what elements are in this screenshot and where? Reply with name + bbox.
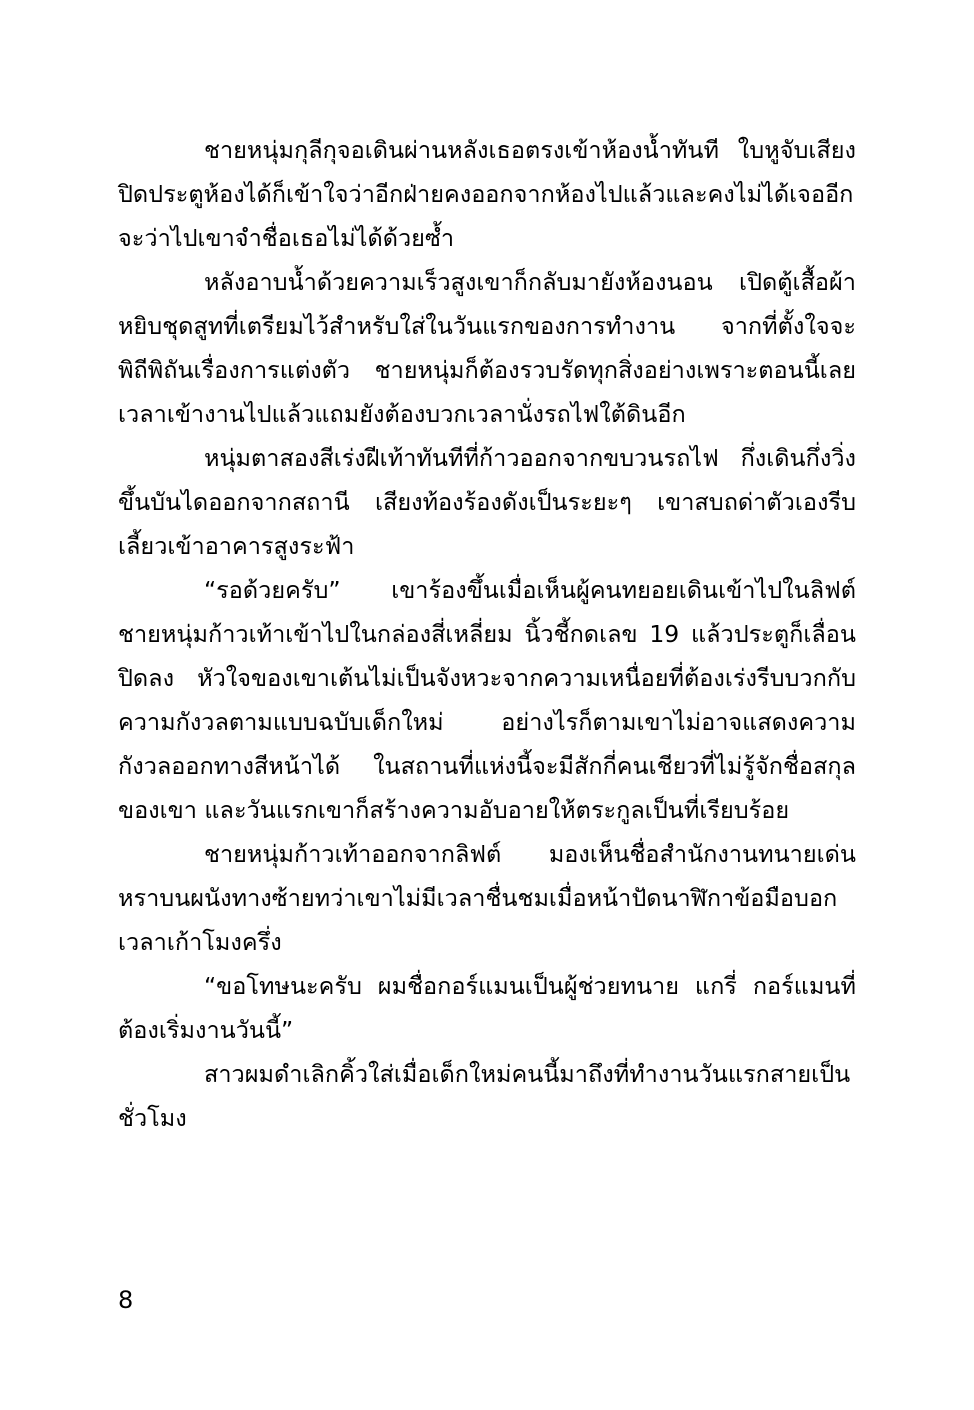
paragraph-4: “รอด้วยครับ” เขาร้องขึ้นเมื่อเห็นผู้คนทยอยเดินเข้าไปในลิฟต์ ชายหนุ่มก้าวเท้าเข้าไปในกล่องสี่เหลี่ยม นิ้วชี้กดเลข 19 แล้วประตูก็เลื่อนปิดลง หัวใจของเขาเต้นไม่เป็นจังหวะจากความเหนื่อยที่ต้องเร่งรีบบวกกับความกังวลตามแบบฉบับเด็กใหม่ อย่างไรก็ตามเขาไม่อาจแสดงความกังวลออกทางสีหน้าได้ ในสถานที่แห่งนี้จะมีสักกี่คนเชียวที่ไม่รู้จักชื่อสกุลของเขา และวันแรกเขาก็สร้างความอับอายให้ตระกูลเป็นที่เรียบร้อย: [118, 576, 856, 824]
paragraph-6: “ขอโทษนะครับ ผมชื่อกอร์แมนเป็นผู้ช่วยทนาย แกรี่ กอร์แมนที่ต้องเริ่มงานวันนี้”: [118, 972, 856, 1044]
text-body: [118, 128, 856, 1140]
paragraph-2: หลังอาบน้ำด้วยความเร็วสูงเขาก็กลับมายังห้องนอน เปิดตู้เสื้อผ้าหยิบชุดสูทที่เตรียมไว้สำหรับใส่ในวันแรกของการทำงาน จากที่ตั้งใจจะพิถีพิถันเรื่องการแต่งตัว ชายหนุ่มก็ต้องรวบรัดทุกสิ่งอย่างเพราะตอนนี้เลยเวลาเข้างานไปแล้วแถมยังต้องบวกเวลานั่งรถไฟใต้ดินอีก: [118, 268, 856, 428]
paragraph-5: ชายหนุ่มก้าวเท้าออกจากลิฟต์ มองเห็นชื่อสำนักงานทนายเด่นหราบนผนังทางซ้ายทว่าเขาไม่มีเวลาชื่นชมเมื่อหน้าปัดนาฬิกาข้อมือบอกเวลาเก้าโมงครึ่ง: [118, 840, 856, 956]
paragraph-7: สาวผมดำเลิกคิ้วใส่เมื่อเด็กใหม่คนนี้มาถึงที่ทำงานวันแรกสายเป็นชั่วโมง: [118, 1060, 851, 1132]
paragraph-3: หนุ่มตาสองสีเร่งฝีเท้าทันทีที่ก้าวออกจากขบวนรถไฟ กึ่งเดินกึ่งวิ่งขึ้นบันไดออกจากสถานี เสียงท้องร้องดังเป็นระยะๆ เขาสบถด่าตัวเองรีบเลี้ยวเข้าอาคารสูงระฟ้า: [118, 444, 856, 560]
paragraph-1: ชายหนุ่มกุลีกุจอเดินผ่านหลังเธอตรงเข้าห้องน้ำทันที ใบหูจับเสียงปิดประตูห้องได้ก็เข้าใจว่าอีกฝ่ายคงออกจากห้องไปแล้วและคงไม่ได้เจออีก จะว่าไปเขาจำชื่อเธอไม่ได้ด้วยซ้ำ: [118, 136, 856, 252]
page-number: 8: [118, 1286, 134, 1314]
